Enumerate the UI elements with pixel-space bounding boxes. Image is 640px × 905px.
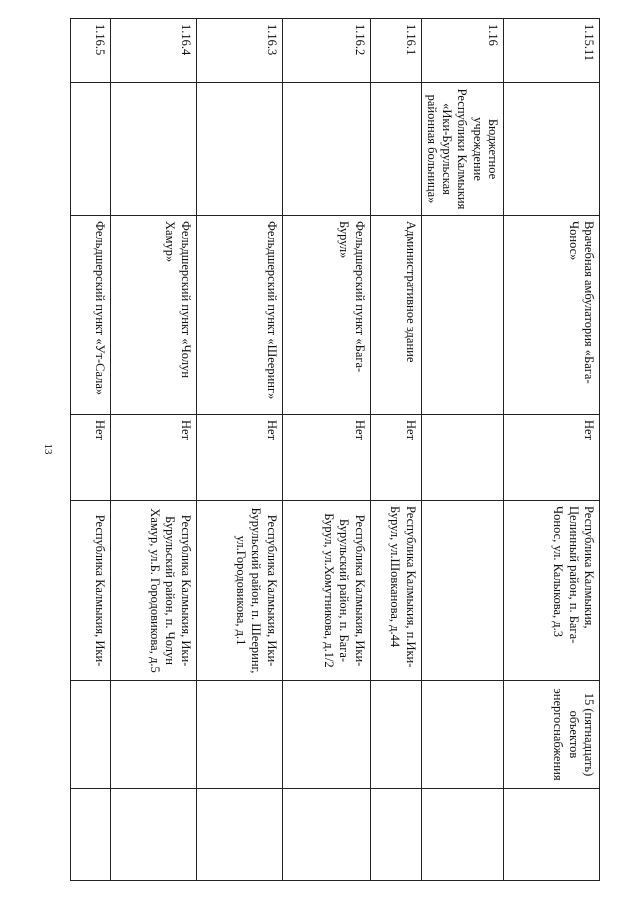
row-number: 1.16.5 (70, 19, 110, 83)
count-cell (196, 681, 282, 789)
table-row (282, 19, 370, 881)
object-cell: Фельдшерский пункт «Бага-Бурул» (282, 216, 370, 415)
page-number: 13 (42, 443, 54, 455)
flag-cell (421, 415, 503, 501)
address-cell: Республика Калмыкия, Ики-Бурульский район, п. Шееринг, ул.Городовикова, д.1 (196, 501, 282, 681)
table-row (504, 19, 600, 881)
count-cell (282, 681, 370, 789)
row-number: 1.16.2 (282, 19, 370, 83)
table-row (110, 19, 196, 881)
flag-cell: Нет (110, 415, 196, 501)
flag-cell: Нет (70, 415, 110, 501)
flag-cell: Нет (370, 415, 421, 501)
object-cell (421, 216, 503, 415)
row-number: 1.16 (421, 19, 503, 83)
organization-cell (504, 83, 600, 216)
row-number: 1.15.11 (504, 19, 600, 83)
object-cell: Фельдшерский пункт «Чолун Хамур» (110, 216, 196, 415)
extra-cell (504, 789, 600, 881)
row-number: 1.16.4 (110, 19, 196, 83)
organization-cell (70, 83, 110, 216)
extra-cell (196, 789, 282, 881)
row-number: 1.16.3 (196, 19, 282, 83)
count-cell: 15 (пятнадцать) объектов энергоснабжения (504, 681, 600, 789)
count-cell (110, 681, 196, 789)
object-cell: Фельдшерский пункт «Ут-Сала» (70, 216, 110, 415)
address-cell: Республика Калмыкия, Ики-Бурульский район, п. Чолун Хамур, ул.Б. Городовикова, д.5 (110, 501, 196, 681)
organization-cell (282, 83, 370, 216)
flag-cell: Нет (504, 415, 600, 501)
address-cell (421, 501, 503, 681)
facilities-table (70, 18, 600, 881)
organization-cell: Бюджетное учреждение Республики Калмыкия «Ики-Бурульская районная больница» (421, 83, 503, 216)
extra-cell (421, 789, 503, 881)
table-row (70, 19, 110, 881)
object-cell: Фельдшерский пункт «Шееринг» (196, 216, 282, 415)
address-cell: Республика Калмыкия, п.Ики-Бурул, ул.Шовканова, д.44 (370, 501, 421, 681)
organization-cell (196, 83, 282, 216)
address-cell: Республика Калмыкия, Целинный район, п. Бага-Чонос, ул. Калыкова, д.3 (504, 501, 600, 681)
table-row (421, 19, 503, 881)
table-row (196, 19, 282, 881)
count-cell (421, 681, 503, 789)
organization-cell (110, 83, 196, 216)
flag-cell: Нет (282, 415, 370, 501)
extra-cell (110, 789, 196, 881)
flag-cell: Нет (196, 415, 282, 501)
table-row (370, 19, 421, 881)
count-cell (370, 681, 421, 789)
address-cell: Республика Калмыкия, Ики-Бурульский район, п. Бага-Бурул, ул.Хомутникова, д.1/2 (282, 501, 370, 681)
count-cell (70, 681, 110, 789)
extra-cell (70, 789, 110, 881)
organization-cell (370, 83, 421, 216)
extra-cell (370, 789, 421, 881)
row-number: 1.16.1 (370, 19, 421, 83)
object-cell: Административное здание (370, 216, 421, 415)
extra-cell (282, 789, 370, 881)
address-cell: Республика Калмыкия, Ики- (70, 501, 110, 681)
object-cell: Врачебная амбулатория «Бага-Чонос» (504, 216, 600, 415)
rotated-page (92, 18, 600, 880)
